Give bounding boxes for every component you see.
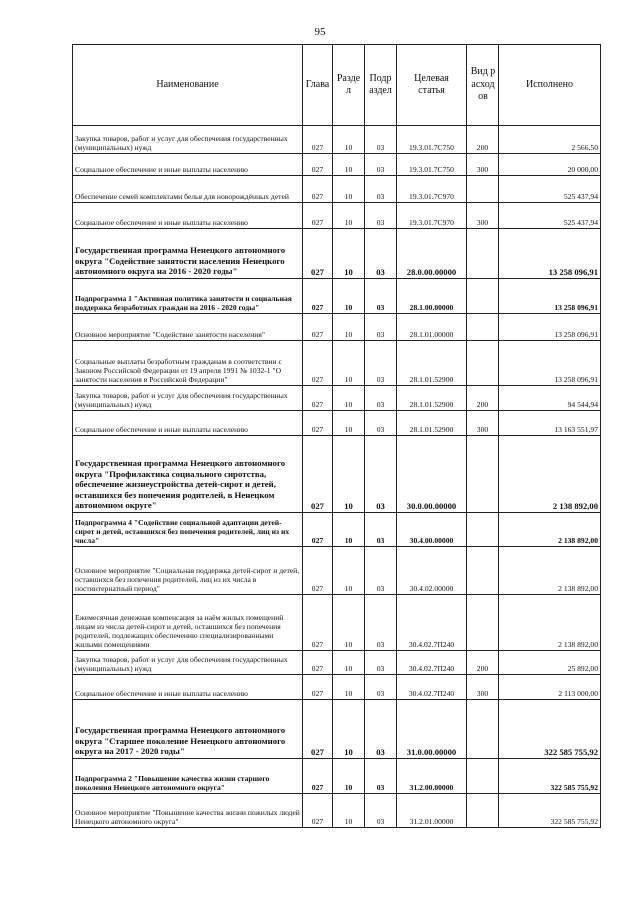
- table-row: [73, 203, 601, 229]
- row-amount: 25 892,00: [499, 651, 601, 675]
- table-body: [73, 126, 601, 828]
- table-row: [73, 651, 601, 675]
- row-name: Подпрограмма 4 "Содействие социальной адаптации детей-сирот и детей, оставшихся без попечения родителей, лиц из их числа": [73, 513, 303, 547]
- row-subsection: 03: [365, 314, 397, 341]
- row-subsection: 03: [365, 341, 397, 386]
- row-amount: 322 585 755,92: [499, 794, 601, 828]
- table-row: [73, 547, 601, 595]
- row-name: Основное мероприятие "Социальная поддержка детей-сирот и детей, оставшихся без попечения родителей, лиц из их числа в постинтернатный период": [73, 547, 303, 595]
- row-subsection: 03: [365, 386, 397, 411]
- table-row: [73, 411, 601, 436]
- row-chapter: 027: [303, 386, 333, 411]
- header-target: Целевая статья: [397, 45, 467, 126]
- row-name: Основное мероприятие "Содействие занятости населения": [73, 314, 303, 341]
- row-amount: 2 138 892,00: [499, 595, 601, 651]
- table-row: [73, 675, 601, 700]
- row-target: 19.3.01.7С750: [397, 126, 467, 154]
- row-kind: [467, 229, 499, 279]
- row-section: 10: [333, 547, 365, 595]
- row-amount: 322 585 755,92: [499, 759, 601, 794]
- row-kind: 200: [467, 126, 499, 154]
- row-name: Социальное обеспечение и иные выплаты населению: [73, 203, 303, 229]
- row-subsection: 03: [365, 229, 397, 279]
- row-amount: 2 113 000,00: [499, 675, 601, 700]
- row-amount: 94 544,94: [499, 386, 601, 411]
- row-section: 10: [333, 794, 365, 828]
- row-subsection: 03: [365, 547, 397, 595]
- row-chapter: 027: [303, 341, 333, 386]
- row-target: 30.0.00.00000: [397, 436, 467, 513]
- row-target: 28.0.00.00000: [397, 229, 467, 279]
- row-section: 10: [333, 700, 365, 759]
- table-row: [73, 314, 601, 341]
- row-section: 10: [333, 314, 365, 341]
- row-name: Государственная программа Ненецкого автономного округа "Старшее поколение Ненецкого автономного округа на 2017 - 2020 годы": [73, 700, 303, 759]
- table-row: [73, 341, 601, 386]
- row-subsection: 03: [365, 513, 397, 547]
- row-amount: 525 437,94: [499, 176, 601, 203]
- row-amount: 2 138 892,00: [499, 547, 601, 595]
- row-chapter: 027: [303, 547, 333, 595]
- row-amount: 13 258 096,91: [499, 229, 601, 279]
- table-row: [73, 513, 601, 547]
- row-name: Ежемесячная денежная компенсация за наём жилых помещений лицам из числа детей-сирот и детей, оставшихся без попечения родителей, подлежащих обеспечению специализированными жилыми помещениями: [73, 595, 303, 651]
- row-chapter: 027: [303, 229, 333, 279]
- row-kind: [467, 759, 499, 794]
- row-chapter: 027: [303, 675, 333, 700]
- row-name: Подпрограмма 2 "Повышение качества жизни старшего поколения Ненецкого автономного округа": [73, 759, 303, 794]
- row-target: 30.4.02.00000: [397, 547, 467, 595]
- row-target: 30.4.02.7П240: [397, 595, 467, 651]
- row-target: 28.1.01.52900: [397, 341, 467, 386]
- table-row: [73, 154, 601, 176]
- row-section: 10: [333, 176, 365, 203]
- row-kind: [467, 547, 499, 595]
- row-section: 10: [333, 595, 365, 651]
- row-chapter: 027: [303, 126, 333, 154]
- row-subsection: 03: [365, 154, 397, 176]
- row-chapter: 027: [303, 154, 333, 176]
- row-section: 10: [333, 229, 365, 279]
- row-kind: [467, 341, 499, 386]
- page-number: 95: [314, 26, 326, 38]
- row-chapter: 027: [303, 513, 333, 547]
- row-subsection: 03: [365, 794, 397, 828]
- row-amount: 20 000,00: [499, 154, 601, 176]
- row-amount: 13 258 096,91: [499, 341, 601, 386]
- header-name: Наименование: [73, 45, 303, 126]
- header-executed: Исполнено: [499, 45, 601, 126]
- table-row: [73, 279, 601, 314]
- table-row: [73, 386, 601, 411]
- row-section: 10: [333, 651, 365, 675]
- row-amount: 2 566,50: [499, 126, 601, 154]
- row-kind: [467, 314, 499, 341]
- row-target: 31.2.01.00000: [397, 794, 467, 828]
- row-kind: [467, 794, 499, 828]
- row-name: Социальные выплаты безработным гражданам в соответствии с Законом Российской Федерации от 19 апреля 1991 № 1032-1 "О занятости населения в Российской Федерации": [73, 341, 303, 386]
- row-subsection: 03: [365, 436, 397, 513]
- row-name: Обеспечение семей комплектами белья для новорождённых детей: [73, 176, 303, 203]
- table-row: [73, 176, 601, 203]
- row-chapter: 027: [303, 700, 333, 759]
- row-name: Закупка товаров, работ и услуг для обеспечения государственных (муниципальных) нужд: [73, 651, 303, 675]
- table-row: [73, 126, 601, 154]
- row-kind: 300: [467, 154, 499, 176]
- row-kind: [467, 700, 499, 759]
- row-target: 30.4.02.7П240: [397, 675, 467, 700]
- row-name: Закупка товаров, работ и услуг для обеспечения государственных (муниципальных) нужд: [73, 386, 303, 411]
- table-header-row: [73, 45, 601, 126]
- row-target: 30.4.00.00000: [397, 513, 467, 547]
- row-section: 10: [333, 126, 365, 154]
- row-chapter: 027: [303, 411, 333, 436]
- table-row: [73, 595, 601, 651]
- row-subsection: 03: [365, 176, 397, 203]
- table-row: [73, 759, 601, 794]
- row-target: 28.1.00.00000: [397, 279, 467, 314]
- row-amount: 13 163 551,97: [499, 411, 601, 436]
- row-section: 10: [333, 154, 365, 176]
- row-section: 10: [333, 279, 365, 314]
- row-name: Основное мероприятие "Повышение качества жизни пожилых людей Ненецкого автономного округа": [73, 794, 303, 828]
- row-section: 10: [333, 675, 365, 700]
- row-chapter: 027: [303, 203, 333, 229]
- row-chapter: 027: [303, 436, 333, 513]
- row-kind: 300: [467, 411, 499, 436]
- row-target: 30.4.02.7П240: [397, 651, 467, 675]
- row-section: 10: [333, 436, 365, 513]
- row-amount: 13 258 096,91: [499, 314, 601, 341]
- row-target: 28.1.01.52900: [397, 411, 467, 436]
- row-chapter: 027: [303, 595, 333, 651]
- table-row: [73, 700, 601, 759]
- header-chapter: Глава: [303, 45, 333, 126]
- row-subsection: 03: [365, 759, 397, 794]
- row-target: 19.3.01.7С970: [397, 203, 467, 229]
- table-row: [73, 436, 601, 513]
- row-chapter: 027: [303, 651, 333, 675]
- row-kind: 200: [467, 386, 499, 411]
- row-subsection: 03: [365, 203, 397, 229]
- row-subsection: 03: [365, 595, 397, 651]
- row-section: 10: [333, 203, 365, 229]
- row-subsection: 03: [365, 700, 397, 759]
- row-chapter: 027: [303, 279, 333, 314]
- row-kind: [467, 436, 499, 513]
- row-target: 28.1.01.52900: [397, 386, 467, 411]
- table-row: [73, 794, 601, 828]
- row-kind: [467, 513, 499, 547]
- row-kind: 300: [467, 203, 499, 229]
- header-subsection: Подраздел: [365, 45, 397, 126]
- row-subsection: 03: [365, 411, 397, 436]
- row-chapter: 027: [303, 176, 333, 203]
- row-name: Социальное обеспечение и иные выплаты населению: [73, 411, 303, 436]
- row-subsection: 03: [365, 126, 397, 154]
- row-target: 19.3.01.7С970: [397, 176, 467, 203]
- row-amount: 322 585 755,92: [499, 700, 601, 759]
- row-subsection: 03: [365, 279, 397, 314]
- row-section: 10: [333, 513, 365, 547]
- row-kind: 200: [467, 651, 499, 675]
- row-name: Государственная программа Ненецкого автономного округа "Профилактика социального сиротства, обеспечение жизнеустройства детей-сирот и детей, оставшихся без попечения родителей, в Ненецком автономном округе": [73, 436, 303, 513]
- row-chapter: 027: [303, 759, 333, 794]
- row-name: Подпрограмма 1 "Активная политика занятости и социальная поддержка безработных граждан на 2016 - 2020 годы": [73, 279, 303, 314]
- row-kind: [467, 279, 499, 314]
- row-kind: [467, 176, 499, 203]
- row-section: 10: [333, 386, 365, 411]
- table-row: [73, 229, 601, 279]
- row-section: 10: [333, 341, 365, 386]
- row-target: 19.3.01.7С750: [397, 154, 467, 176]
- row-section: 10: [333, 759, 365, 794]
- row-target: 28.1.01.00000: [397, 314, 467, 341]
- row-target: 31.2.00.00000: [397, 759, 467, 794]
- row-target: 31.0.00.00000: [397, 700, 467, 759]
- header-kind: Вид расходов: [467, 45, 499, 126]
- row-subsection: 03: [365, 651, 397, 675]
- row-kind: [467, 595, 499, 651]
- row-subsection: 03: [365, 675, 397, 700]
- row-name: Закупка товаров, работ и услуг для обеспечения государственных (муниципальных) нужд: [73, 126, 303, 154]
- row-chapter: 027: [303, 794, 333, 828]
- header-section: Раздел: [333, 45, 365, 126]
- row-name: Государственная программа Ненецкого автономного округа "Содействие занятости населения Ненецкого автономного округа на 2016 - 2020 годы": [73, 229, 303, 279]
- row-chapter: 027: [303, 314, 333, 341]
- row-name: Социальное обеспечение и иные выплаты населению: [73, 675, 303, 700]
- row-amount: 2 138 892,00: [499, 436, 601, 513]
- row-name: Социальное обеспечение и иные выплаты населению: [73, 154, 303, 176]
- budget-table: [72, 44, 601, 828]
- row-amount: 13 258 096,91: [499, 279, 601, 314]
- row-amount: 2 138 892,00: [499, 513, 601, 547]
- row-amount: 525 437,94: [499, 203, 601, 229]
- row-section: 10: [333, 411, 365, 436]
- row-kind: 300: [467, 675, 499, 700]
